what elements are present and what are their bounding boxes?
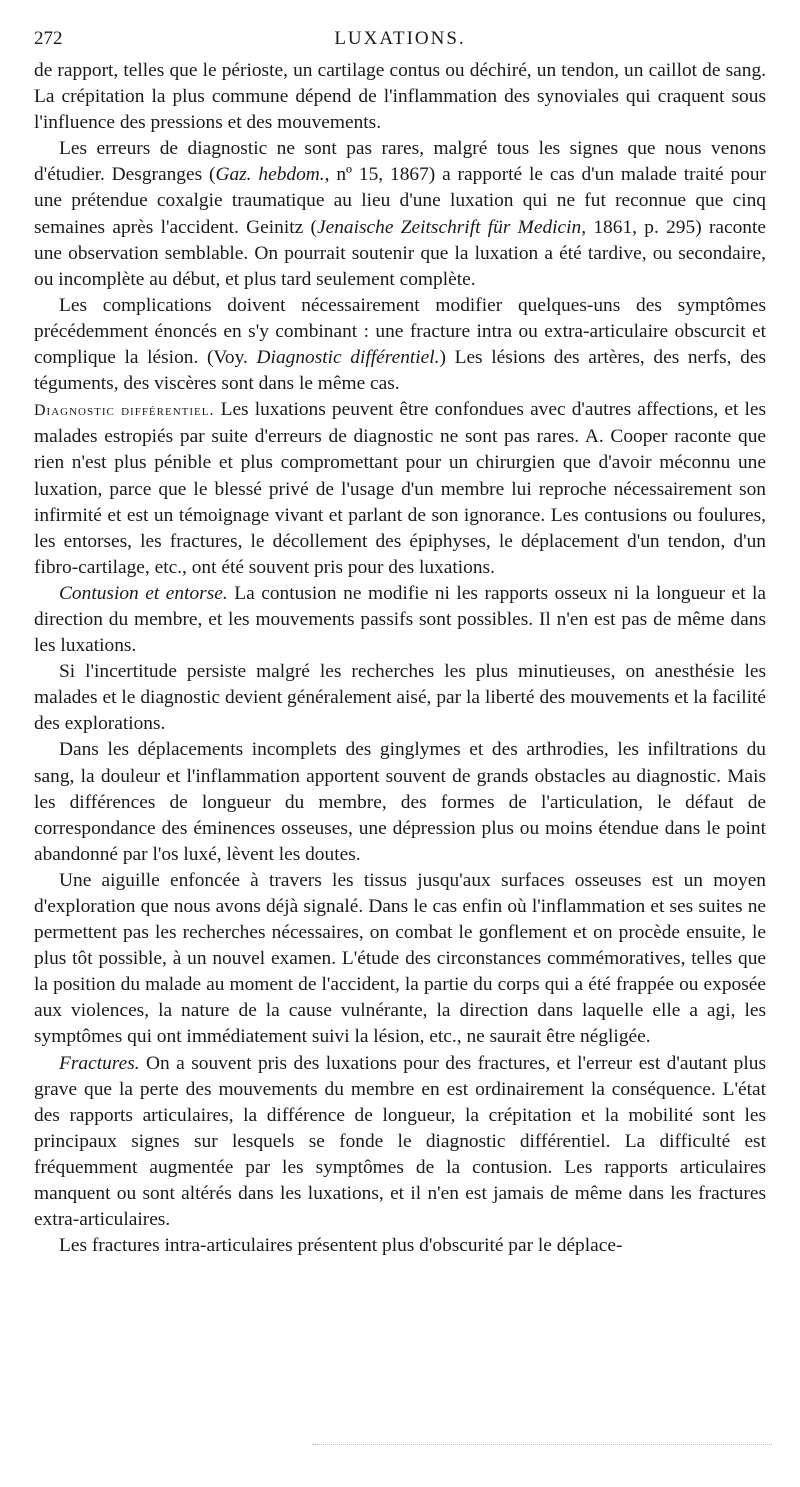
paragraph [34, 293, 766, 397]
citation-title: Gaz. hebdom. [215, 164, 325, 186]
paragraph: Dans les déplacements incomplets des ginglymes et des arthrodies, les infiltrations du sang, la douleur et l'inflammation apportent souvent de grands obstacles au diagnostic. Mais les différences de longueur du membre, des formes de l'articulation, le défaut de correspondance des éminences osseuses, une dépression plus ou moins étendue dans le point abandonné par l'os luxé, lèvent les doutes. [34, 739, 766, 865]
body-text [34, 58, 766, 1259]
text-run: Les luxations peuvent être confondues avec d'autres affections, et les malades estropiés par suite d'erreurs de diagnostic ne sont pas rares. A. Cooper raconte que rien n'est plus pénible et plus compromettant pour un chirurgien que d'avoir méconnu une luxation, parce que le blessé privé de l'usage d'un membre lui reproche nécessairement son infirmité et est un témoignage vivant et parlant de son ignorance. Les contusions ou foulures, les entorses, les fractures, le décollement des épiphyses, le déplacement d'un tendon, d'un fibro-cartilage, etc., ont été souvent pris pour des luxations. [34, 399, 766, 578]
text-run: La contusion ne modifie ni les rapports osseux ni la longueur et la direction du membre, et les mouvements passifs sont possibles. Il n'en est pas de même dans les luxations. [34, 582, 766, 657]
text-run: , 1861, p. 295) raconte une observation semblable. On pourrait soutenir que la luxation a été tardive, ou secondaire, ou incomplète au début, et plus tard seulement complète. [34, 216, 766, 290]
book-page [34, 24, 766, 1259]
paragraph [34, 136, 766, 293]
text-run: , nº 15, 1867) a rapporté le cas d'un malade traité pour une prétendue coxalgie traumatique au lieu d'une luxation qui ne fut reconnue que cinq semaines après l'accident. Geinitz ( [34, 164, 766, 238]
section-heading: Diagnostic différentiel. [34, 402, 215, 420]
paragraph: Si l'incertitude persiste malgré les recherches les plus minutieuses, on anesthésie les malades et le diagnostic devient généralement aisé, par la liberté des mouvements et la facilité des explorations. [34, 661, 766, 735]
text-run: ) Les lésions des artères, des nerfs, des téguments, des viscères sont dans le même cas. [34, 347, 767, 395]
subsection-heading: Fractures. [59, 1052, 140, 1074]
paragraph: de rapport, telles que le périoste, un cartilage contus ou déchiré, un tendon, un caillot de sang. La crépitation la plus commune dépend de l'inflammation des synoviales qui craquent sous l'influence des pressions et des mouvements. [34, 60, 766, 134]
text-run: Les complications doivent nécessairement modifier quelques-uns des symptômes précédemment énoncés en s'y combinant : une fracture intra ou extra-articulaire obscurcit et complique la lésion. (Voy. [34, 294, 766, 369]
cross-reference: Diagnostic différentiel. [256, 347, 440, 369]
paragraph [34, 581, 766, 659]
text-run: On a souvent pris des luxations pour des fractures, et l'erreur est d'autant plus grave que la perte des mouvements du membre en est ordinairement la conséquence. L'état des rapports articulaires, la différence de longueur, la crépitation et la mobilité sont les principaux signes sur lesquels se fonde le diagnostic différentiel. La difficulté est fréquemment augmentée par les symptômes de la contusion. Les rapports articulaires manquent ou sont altérés dans les luxations, et il n'en est jamais de même dans les fractures extra-articulaires. [34, 1052, 766, 1231]
running-head: LUXATIONS. [334, 28, 466, 49]
citation-title: Jenaische Zeitschrift für Medicin [317, 216, 582, 238]
footer-rule [312, 1444, 772, 1445]
paragraph [34, 397, 766, 581]
paragraph [34, 1051, 766, 1234]
paragraph: Une aiguille enfoncée à travers les tissus jusqu'aux surfaces osseuses est un moyen d'exploration que nous avons déjà signalé. Dans le cas enfin où l'inflammation et ses suites ne permettent pas les recherches nécessaires, on combat le gonflement et on procède ensuite, le plus tôt possible, à un nouvel examen. L'étude des circonstances commémoratives, telles que la position du malade au moment de l'accident, la partie du corps qui a été frappée ou exposée aux violences, la nature de la cause vulnérante, la direction dans laquelle elle a agi, les symptômes qui ont immédiatement suivi la lésion, etc., ne saurait être négligée. [34, 869, 766, 1048]
page-header [34, 24, 766, 58]
text-run: Les erreurs de diagnostic ne sont pas rares, malgré tous les signes que nous venons d'étudier. Desgranges ( [34, 138, 766, 186]
subsection-heading: Contusion et entorse. [59, 582, 228, 604]
paragraph: Les fractures intra-articulaires présentent plus d'obscurité par le déplace- [59, 1235, 623, 1257]
page-number: 272 [34, 28, 63, 49]
